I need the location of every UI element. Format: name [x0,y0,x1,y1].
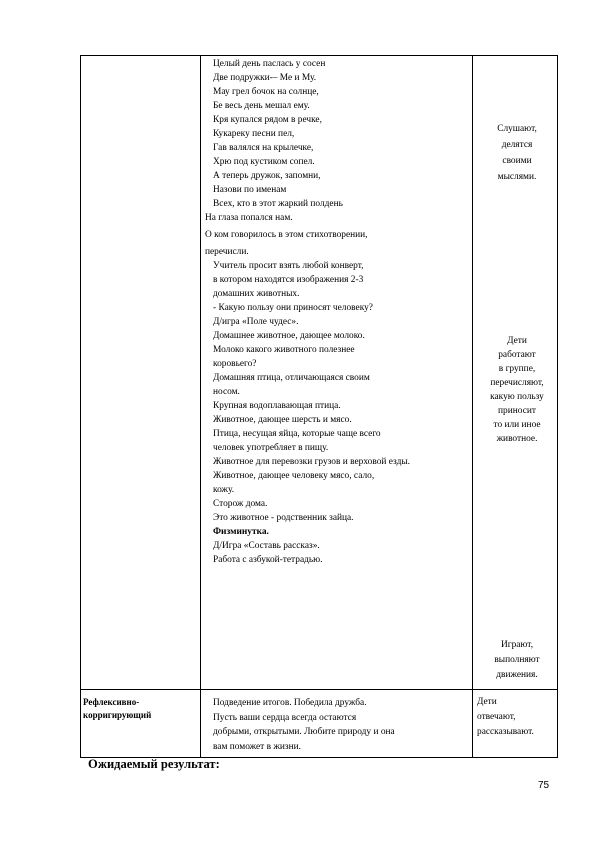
lesson-table [80,55,558,758]
note-line: какую пользу [490,392,544,402]
activity-text-line: Кукареку песни пел, [213,129,295,139]
activity-text-line: Мау грел бочок на солнце, [213,87,319,97]
activity-text-line: Учитель просит взять любой конверт, [213,261,364,271]
table-row-divider [80,689,558,690]
note-line: в группе, [498,364,536,374]
activity-text-line: домашних животных. [213,289,300,299]
summary-line: Подведение итогов. Победила дружба. [213,698,367,708]
stage-label-line: корригирующий [83,710,152,720]
activity-text-line: Целый день паслась у сосен [213,59,326,69]
activity-text-line: Сторож дома. [213,499,268,509]
activity-text-cell [205,57,470,567]
note-line: работают [498,350,536,360]
pupil-activity-note [478,638,556,683]
pupil-activity-note [478,121,556,185]
activity-text-line: кожу. [213,485,235,495]
table-border-top [80,55,558,56]
expected-result-heading: Ожидаемый результат: [88,757,220,771]
activity-text-line: Д/Игра «Составь рассказ». [213,541,320,551]
summary-text-cell [213,696,469,754]
activity-text-line: Животное, дающее человеку мясо, сало, [213,471,375,481]
activity-text-line: Работа с азбукой-тетрадью. [213,555,323,565]
activity-text-line: Домашняя птица, отличающаяся своим [213,373,370,383]
activity-text-line: Животное для перевозки грузов и верховой езды. [213,457,410,467]
note-line: рассказывают. [477,727,534,737]
activity-text-line: Физминутка. [213,527,269,537]
activity-text-line: Домашнее животное, дающее молоко. [213,331,365,341]
note-line: Слушают, [497,124,537,134]
activity-text-line: в котором находятся изображения 2-3 [213,275,364,285]
activity-text-line: Птица, несущая яйца, которые чаще всего [213,429,381,439]
activity-text-line: человек употребляет в пищу. [213,443,329,453]
activity-text-line: Кря купался рядом в речке, [213,115,322,125]
note-line: Играют, [500,640,534,650]
pupil-activity-note [477,695,557,740]
note-line: Дети [477,697,497,707]
activity-text-line: Молоко какого животного полезнее [213,345,355,355]
note-line: своими [502,156,532,166]
table-column-divider [472,55,473,758]
note-line: перечисляют, [490,378,544,388]
activity-text-line: носом. [213,387,240,397]
activity-text-line: Крупная водоплавающая птица. [213,401,341,411]
activity-text-line: Всех, кто в этот жаркий полдень [213,199,343,209]
activity-text-line: - Какую пользу они приносят человеку? [213,303,373,313]
stage-label [83,696,198,722]
note-line: приносит [498,406,536,416]
activity-text-line: Это животное - родственник зайца. [213,513,354,523]
summary-line: вам поможет в жизни. [213,741,301,752]
page-number: 75 [538,780,550,791]
note-line: то или иное [493,420,541,430]
note-line: животное. [496,434,538,444]
activity-text-line: Д/игра «Поле чудес». [213,317,299,327]
activity-text-line: Животное, дающее шерсть и мясо. [213,415,352,425]
activity-text-line: Гав валялся на крылечке, [213,143,314,153]
summary-line: добрыми, открытыми. Любите природу и она [213,727,395,737]
activity-text-line: Две подружки-– Ме и Му. [213,73,317,83]
note-line: выполняют [494,655,540,665]
activity-text-line: О ком говорилось в этом стихотворении, [205,230,368,240]
activity-text-line: коровьего? [213,359,257,369]
activity-text-line: Назови по именам [213,185,287,195]
summary-line: Пусть ваши сердца всегда остаются [213,712,357,723]
note-line: делятся [501,140,533,150]
table-column-divider [200,55,201,758]
activity-text-line: На глаза попался нам. [205,213,293,223]
table-border-right [557,55,558,758]
table-border-left [80,55,81,758]
activity-text-line: Бе весь день мешал ему. [213,101,310,111]
stage-label-line: Рефлексивно- [83,697,140,707]
note-line: отвечают, [477,712,516,722]
activity-text-line: перечисли. [205,247,249,257]
note-line: Дети [507,336,527,346]
activity-text-line: А теперь дружок, запомни, [213,171,321,181]
pupil-activity-note [478,334,556,446]
activity-text-line: Хрю под кустиком сопел. [213,157,315,167]
note-line: движения. [496,670,538,680]
note-line: мыслями. [497,172,537,182]
